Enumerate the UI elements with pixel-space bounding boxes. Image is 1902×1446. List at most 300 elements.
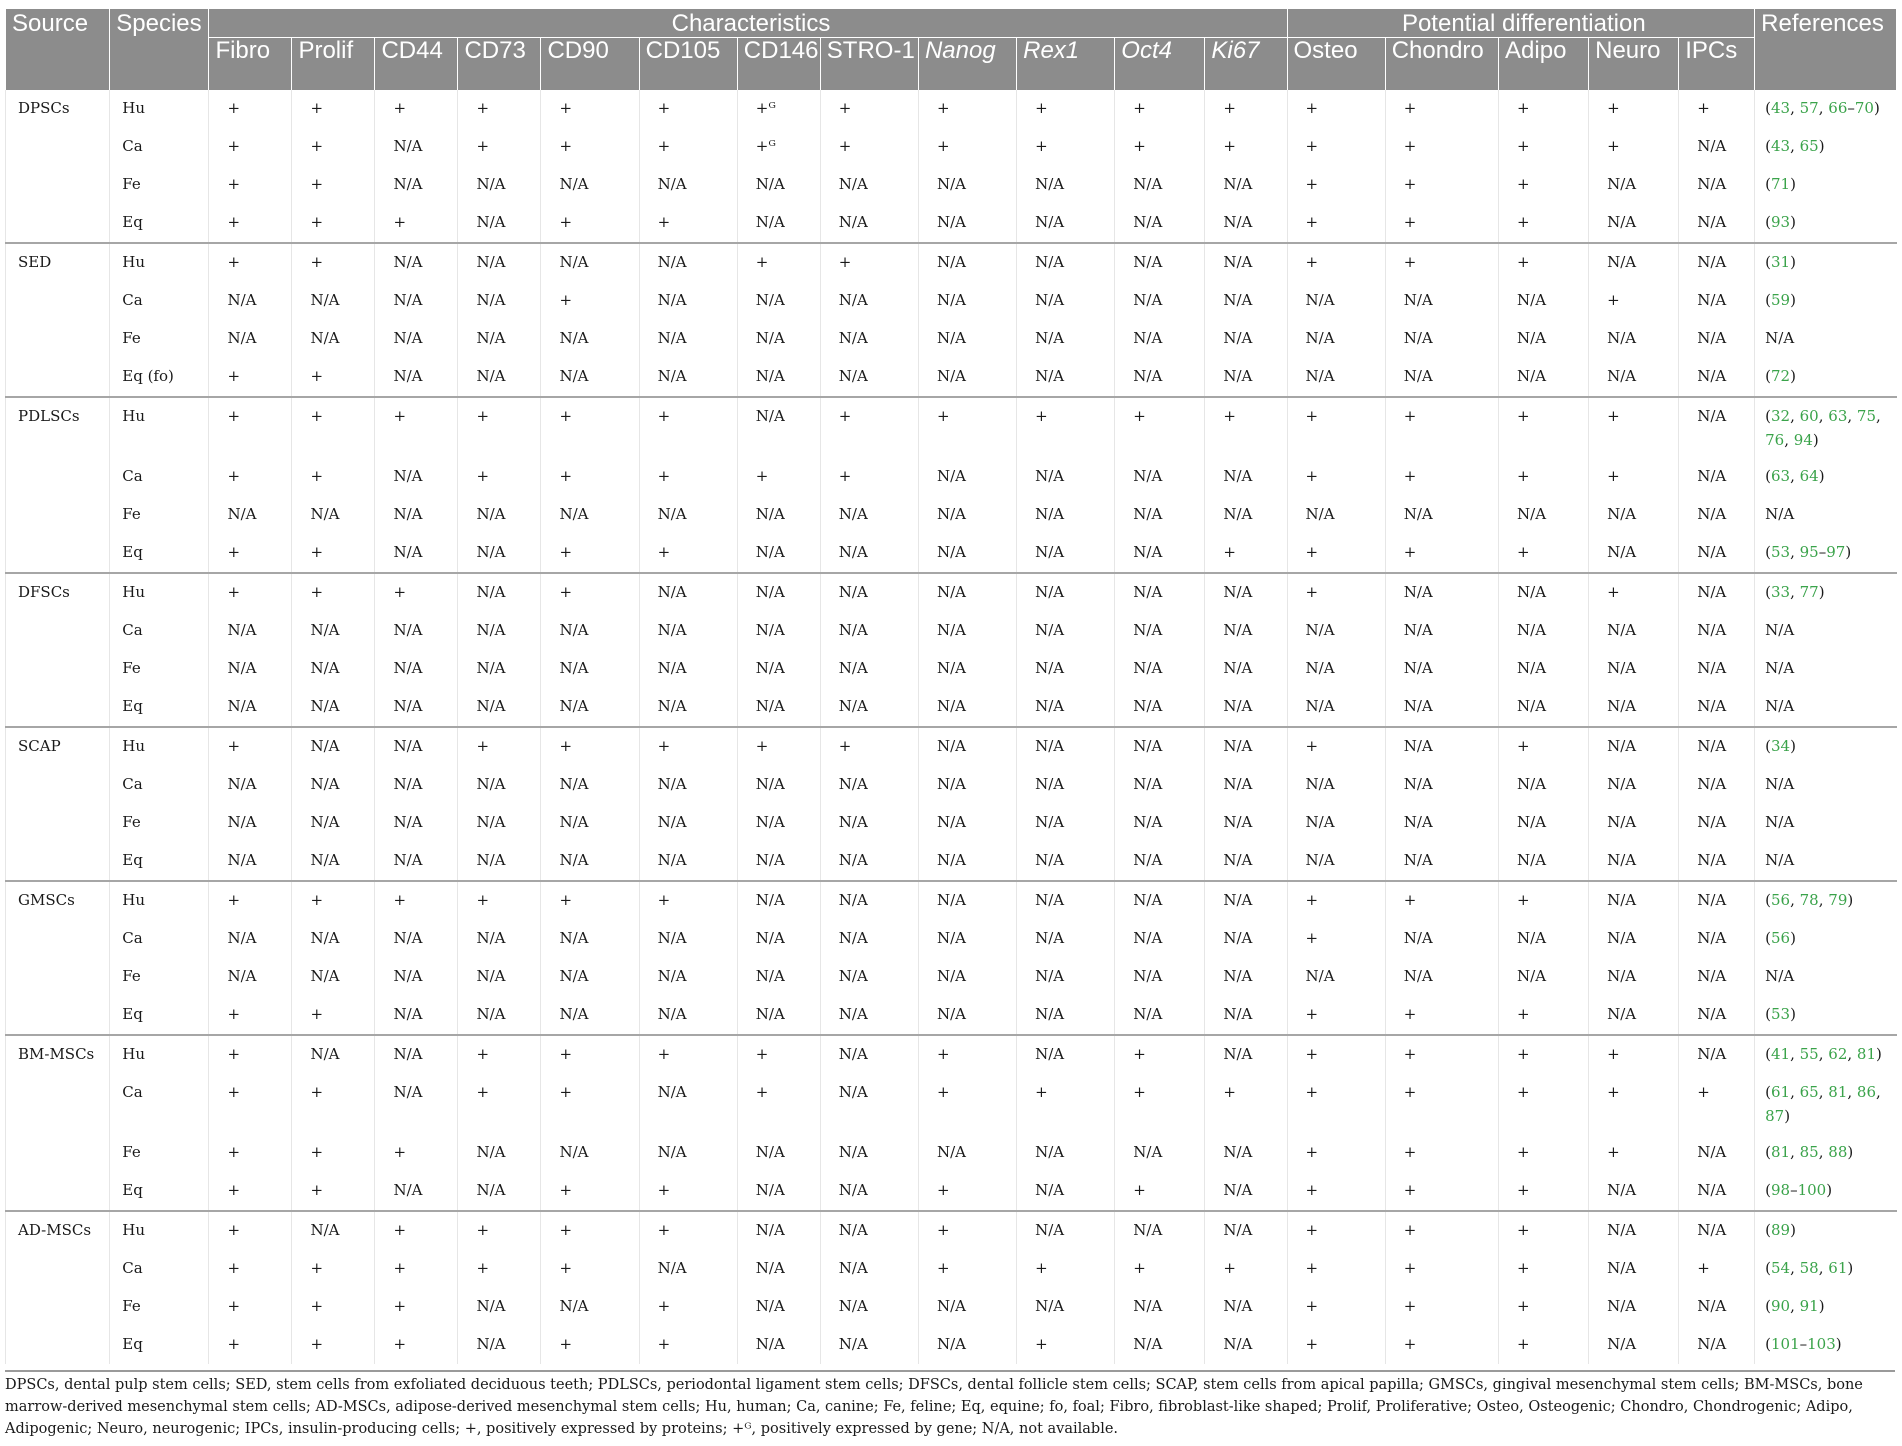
value-cell: N/A [639,804,737,842]
value-cell: + [1499,204,1589,243]
value-cell: N/A [458,688,541,727]
value-cell: +ᴳ [737,128,820,166]
value-cell: + [1589,128,1679,166]
value-cell: + [375,1288,458,1326]
value-cell: N/A [1287,612,1385,650]
value-cell: + [1385,1326,1498,1364]
value-cell: + [1287,166,1385,204]
value-cell: N/A [1017,766,1115,804]
header-col-cd146: CD146 [737,38,820,91]
value-cell: N/A [1679,128,1755,166]
value-cell: N/A [375,842,458,881]
value-cell: + [375,90,458,128]
source-cell [6,804,110,842]
table-row [6,688,1897,727]
source-cell [6,534,110,573]
value-cell: N/A [1589,1211,1679,1250]
value-cell: + [1589,1035,1679,1074]
value-cell: + [541,1172,639,1211]
reference-cell: (43, 65) [1755,128,1897,166]
value-cell: N/A [375,920,458,958]
value-cell: N/A [292,727,375,766]
value-cell: N/A [375,166,458,204]
value-cell: N/A [1205,766,1287,804]
value-cell: N/A [639,766,737,804]
reference-cell: (98–100) [1755,1172,1897,1211]
value-cell: N/A [820,842,918,881]
value-cell: N/A [1679,727,1755,766]
value-cell: + [1499,128,1589,166]
value-cell: + [1287,920,1385,958]
species-cell: Fe [110,496,209,534]
value-cell: + [209,128,292,166]
table-row [6,650,1897,688]
value-cell: N/A [820,358,918,397]
value-cell: N/A [737,766,820,804]
value-cell: N/A [1115,766,1205,804]
value-cell: N/A [918,804,1016,842]
value-cell: N/A [1679,1134,1755,1172]
value-cell: N/A [292,1211,375,1250]
value-cell: N/A [1205,612,1287,650]
value-cell: + [209,458,292,496]
value-cell: N/A [1679,320,1755,358]
value-cell: N/A [820,1250,918,1288]
value-cell: N/A [820,1134,918,1172]
value-cell: + [458,1211,541,1250]
value-cell: + [292,1074,375,1134]
value-cell: N/A [1115,358,1205,397]
value-cell: N/A [1589,358,1679,397]
value-cell: + [1287,1134,1385,1172]
species-cell: Hu [110,90,209,128]
value-cell: + [1017,1326,1115,1364]
table-row [6,204,1897,243]
value-cell: N/A [820,804,918,842]
value-cell: N/A [1287,688,1385,727]
species-cell: Fe [110,1288,209,1326]
reference-cell: N/A [1755,612,1897,650]
value-cell: N/A [1385,573,1498,612]
value-cell: N/A [1017,688,1115,727]
source-cell [6,166,110,204]
table-row [6,397,1897,458]
species-cell: Eq [110,842,209,881]
value-cell: N/A [1205,688,1287,727]
value-cell: + [1017,397,1115,458]
value-cell: N/A [1385,920,1498,958]
value-cell: N/A [1287,804,1385,842]
value-cell: N/A [1679,1172,1755,1211]
species-cell: Fe [110,320,209,358]
value-cell: + [820,128,918,166]
value-cell: + [375,397,458,458]
value-cell: N/A [1589,958,1679,996]
value-cell: + [1499,1211,1589,1250]
value-cell: N/A [820,534,918,573]
value-cell: + [1115,1250,1205,1288]
value-cell: + [541,458,639,496]
value-cell: + [1287,243,1385,282]
value-cell: + [458,1035,541,1074]
value-cell: N/A [1115,496,1205,534]
value-cell: N/A [1205,358,1287,397]
value-cell: + [1499,90,1589,128]
value-cell: + [1679,1074,1755,1134]
source-cell [6,766,110,804]
value-cell: + [1385,534,1498,573]
value-cell: + [1385,996,1498,1035]
value-cell: N/A [639,612,737,650]
reference-cell: N/A [1755,842,1897,881]
value-cell: N/A [820,1074,918,1134]
value-cell: N/A [1017,204,1115,243]
value-cell: N/A [1205,958,1287,996]
reference-cell: N/A [1755,804,1897,842]
value-cell: N/A [1017,496,1115,534]
value-cell: + [918,397,1016,458]
reference-cell: N/A [1755,688,1897,727]
value-cell: N/A [820,1326,918,1364]
value-cell: + [541,1211,639,1250]
species-cell: Hu [110,1035,209,1074]
value-cell: N/A [375,804,458,842]
value-cell: N/A [375,320,458,358]
header-col-cd90: CD90 [541,38,639,91]
value-cell: + [375,573,458,612]
value-cell: N/A [1679,534,1755,573]
value-cell: N/A [1115,1326,1205,1364]
value-cell: N/A [1679,804,1755,842]
table-row [6,766,1897,804]
value-cell: N/A [1679,397,1755,458]
value-cell: + [1287,1035,1385,1074]
value-cell: N/A [1589,534,1679,573]
source-cell [6,320,110,358]
table-body [6,90,1897,1364]
value-cell: + [1499,458,1589,496]
value-cell: N/A [1589,650,1679,688]
value-cell: + [918,1172,1016,1211]
value-cell: N/A [541,766,639,804]
table-row [6,804,1897,842]
value-cell: N/A [1115,320,1205,358]
source-cell: DFSCs [6,573,110,612]
value-cell: N/A [458,920,541,958]
value-cell: + [639,1326,737,1364]
reference-cell: (43, 57, 66–70) [1755,90,1897,128]
value-cell: N/A [541,650,639,688]
value-cell: + [1589,282,1679,320]
value-cell: N/A [1589,881,1679,920]
value-cell: N/A [737,650,820,688]
value-cell: + [458,90,541,128]
value-cell: + [1499,1074,1589,1134]
value-cell: N/A [737,920,820,958]
value-cell: N/A [458,496,541,534]
value-cell: N/A [375,1074,458,1134]
value-cell: + [639,458,737,496]
value-cell: N/A [375,612,458,650]
value-cell: N/A [1115,166,1205,204]
value-cell: N/A [918,166,1016,204]
value-cell: + [541,282,639,320]
value-cell: N/A [1589,996,1679,1035]
value-cell: N/A [639,320,737,358]
header-col-osteo: Osteo [1287,38,1385,91]
value-cell: N/A [209,612,292,650]
value-cell: + [458,727,541,766]
value-cell: + [1115,128,1205,166]
value-cell: N/A [458,166,541,204]
value-cell: N/A [458,804,541,842]
table-row [6,958,1897,996]
value-cell: N/A [820,612,918,650]
value-cell: N/A [1205,1035,1287,1074]
species-cell: Fe [110,650,209,688]
table-row [6,573,1897,612]
value-cell: N/A [375,688,458,727]
value-cell: N/A [209,842,292,881]
value-cell: N/A [737,496,820,534]
table-row [6,881,1897,920]
value-cell: N/A [458,204,541,243]
species-cell: Eq [110,688,209,727]
value-cell: N/A [1205,573,1287,612]
value-cell: N/A [639,842,737,881]
value-cell: N/A [209,920,292,958]
value-cell: N/A [1499,358,1589,397]
value-cell: N/A [1017,920,1115,958]
value-cell: N/A [1499,804,1589,842]
value-cell: N/A [1589,1250,1679,1288]
header-row-groups [6,9,1897,38]
reference-cell: (71) [1755,166,1897,204]
value-cell: N/A [639,282,737,320]
value-cell: N/A [1115,842,1205,881]
value-cell: N/A [1679,650,1755,688]
value-cell: N/A [541,612,639,650]
value-cell: + [292,90,375,128]
value-cell: N/A [918,650,1016,688]
value-cell: N/A [209,804,292,842]
value-cell: N/A [918,358,1016,397]
table-row [6,1172,1897,1211]
value-cell: + [541,1035,639,1074]
value-cell: + [1287,1172,1385,1211]
value-cell: + [1589,397,1679,458]
value-cell: + [209,166,292,204]
reference-cell: (53) [1755,996,1897,1035]
value-cell: + [1287,727,1385,766]
value-cell: + [1287,1288,1385,1326]
value-cell: N/A [1287,358,1385,397]
value-cell: + [918,1211,1016,1250]
value-cell: N/A [820,650,918,688]
value-cell: + [918,1035,1016,1074]
value-cell: N/A [1017,1211,1115,1250]
value-cell: N/A [209,320,292,358]
value-cell: N/A [820,766,918,804]
value-cell: N/A [1287,282,1385,320]
table-row [6,1074,1897,1134]
value-cell: N/A [1385,804,1498,842]
value-cell: N/A [375,534,458,573]
value-cell: + [1385,128,1498,166]
reference-cell: N/A [1755,320,1897,358]
header-col-cd105: CD105 [639,38,737,91]
value-cell: + [292,166,375,204]
value-cell: N/A [1115,727,1205,766]
value-cell: + [292,397,375,458]
value-cell: N/A [737,1211,820,1250]
value-cell: N/A [1499,496,1589,534]
value-cell: + [1205,534,1287,573]
species-cell: Hu [110,397,209,458]
value-cell: N/A [1499,320,1589,358]
value-cell: + [541,881,639,920]
value-cell: N/A [820,282,918,320]
value-cell: N/A [541,842,639,881]
header-col-chondro: Chondro [1385,38,1498,91]
source-cell: DPSCs [6,90,110,128]
species-cell: Hu [110,1211,209,1250]
value-cell: N/A [737,320,820,358]
value-cell: N/A [209,766,292,804]
value-cell: N/A [292,804,375,842]
value-cell: N/A [918,766,1016,804]
footnote: DPSCs, dental pulp stem cells; SED, stem cells from exfoliated deciduous teeth; PDLSCs, periodontal ligament stem cells; DFSCs, dental follicle stem cells; SCAP, stem cells from apical papilla; GMSCs, gingival mesenchymal stem cells; BM-MSCs, bone marrow-derived mesenchymal stem cells; AD-MSCs, adipose-derived mesenchymal stem cells; Hu, human; Ca, canine; Fe, feline; Eq, equine; fo, foal; Fibro, fibroblast-like shaped; Prolif, Proliferative; Osteo, Osteogenic; Chondro, Chondrogenic; Adipo, Adipogenic; Neuro, neurogenic; IPCs, insulin-producing cells; +, positively expressed by proteins; +ᴳ, positively expressed by gene; N/A, not available. [5,1370,1895,1440]
value-cell: N/A [820,320,918,358]
value-cell: N/A [1385,358,1498,397]
value-cell: + [209,534,292,573]
value-cell: + [541,1326,639,1364]
source-cell [6,688,110,727]
value-cell: N/A [1205,842,1287,881]
value-cell: N/A [1017,804,1115,842]
value-cell: N/A [1499,612,1589,650]
value-cell: N/A [737,1250,820,1288]
value-cell: + [1499,1035,1589,1074]
value-cell: + [1679,1250,1755,1288]
value-cell: N/A [820,920,918,958]
value-cell: N/A [1679,958,1755,996]
table-row [6,128,1897,166]
value-cell: + [639,727,737,766]
value-cell: + [292,1134,375,1172]
reference-cell: N/A [1755,958,1897,996]
value-cell: N/A [541,320,639,358]
value-cell: + [292,358,375,397]
value-cell: N/A [737,534,820,573]
value-cell: N/A [737,204,820,243]
value-cell: + [292,996,375,1035]
value-cell: N/A [375,458,458,496]
table-row [6,1134,1897,1172]
reference-cell: N/A [1755,496,1897,534]
value-cell: N/A [820,1211,918,1250]
reference-cell: (90, 91) [1755,1288,1897,1326]
value-cell: N/A [639,1134,737,1172]
reference-cell: (31) [1755,243,1897,282]
value-cell: N/A [1205,458,1287,496]
value-cell: + [541,573,639,612]
source-cell [6,996,110,1035]
header-differentiation: Potential differentiation [1287,9,1755,38]
source-cell [6,1172,110,1211]
value-cell: N/A [820,496,918,534]
value-cell: N/A [1287,320,1385,358]
header-source: Source [6,9,110,90]
source-cell [6,842,110,881]
value-cell: N/A [820,1172,918,1211]
species-cell: Eq [110,204,209,243]
value-cell: N/A [918,688,1016,727]
value-cell: N/A [1499,282,1589,320]
value-cell: N/A [1589,204,1679,243]
value-cell: + [1385,1211,1498,1250]
table-row [6,1288,1897,1326]
value-cell: N/A [1205,920,1287,958]
reference-cell: (32, 60, 63, 75, 76, 94) [1755,397,1897,458]
value-cell: N/A [737,958,820,996]
value-cell: + [1115,90,1205,128]
value-cell: N/A [639,358,737,397]
value-cell: N/A [1205,881,1287,920]
table-row [6,458,1897,496]
value-cell: N/A [1679,1326,1755,1364]
value-cell: N/A [1679,496,1755,534]
value-cell: + [1287,881,1385,920]
table-row [6,534,1897,573]
value-cell: + [209,881,292,920]
species-cell: Hu [110,881,209,920]
value-cell: N/A [292,320,375,358]
value-cell: + [737,1074,820,1134]
value-cell: + [458,881,541,920]
value-cell: + [1499,243,1589,282]
value-cell: + [1499,1134,1589,1172]
value-cell: + [1205,1250,1287,1288]
value-cell: N/A [1017,534,1115,573]
value-cell: + [541,727,639,766]
value-cell: N/A [541,1134,639,1172]
value-cell: N/A [1287,766,1385,804]
value-cell: N/A [1499,920,1589,958]
value-cell: + [209,243,292,282]
value-cell: N/A [1385,282,1498,320]
value-cell: + [292,573,375,612]
value-cell: + [1499,397,1589,458]
value-cell: N/A [1679,881,1755,920]
value-cell: N/A [1385,650,1498,688]
value-cell: N/A [1205,804,1287,842]
value-cell: N/A [918,920,1016,958]
value-cell: N/A [1205,496,1287,534]
value-cell: + [292,534,375,573]
value-cell: + [1385,458,1498,496]
table-row [6,243,1897,282]
value-cell: N/A [639,920,737,958]
value-cell: N/A [639,650,737,688]
header-col-cd44: CD44 [375,38,458,91]
value-cell: + [209,358,292,397]
species-cell: Hu [110,243,209,282]
value-cell: N/A [458,612,541,650]
value-cell: N/A [1679,842,1755,881]
source-cell [6,1134,110,1172]
source-cell: PDLSCs [6,397,110,458]
